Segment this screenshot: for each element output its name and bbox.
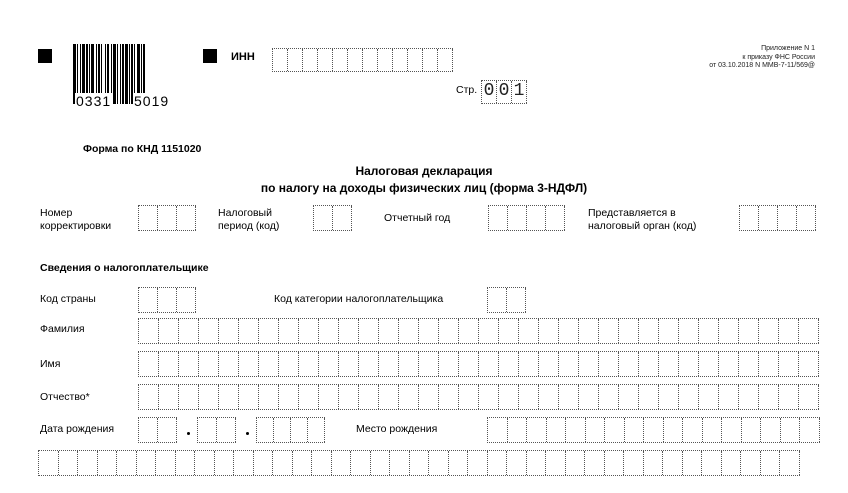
input-cell[interactable] [599,352,619,376]
input-cell[interactable] [799,385,819,409]
input-cell[interactable] [559,385,579,409]
input-cell[interactable] [761,451,781,475]
input-cell[interactable] [288,49,303,71]
input-cell[interactable] [312,451,332,475]
input-cell[interactable] [679,385,699,409]
tax-period-label: Налоговый период (код) [218,207,280,232]
birth-place-field[interactable] [487,417,820,443]
input-cell[interactable] [199,319,219,343]
input-cell[interactable] [489,206,508,230]
input-cell[interactable] [703,418,723,442]
input-cell[interactable] [527,206,546,230]
patronymic-label: Отчество* [40,391,90,403]
input-cell[interactable] [659,319,679,343]
tax-authority-label: Представляется в налоговый орган (код) [588,207,697,232]
input-cell[interactable] [39,451,59,475]
input-cell[interactable] [566,418,586,442]
report-year-field[interactable] [488,205,565,231]
input-cell[interactable] [741,451,761,475]
input-cell[interactable] [779,352,799,376]
input-cell[interactable] [198,418,217,442]
input-cell[interactable] [333,206,352,230]
input-cell[interactable] [279,319,299,343]
appendix-reference [709,45,815,71]
input-cell[interactable] [438,49,453,71]
input-cell[interactable] [259,352,279,376]
appendix-line: от 03.10.2018 N ММВ-7-11/569@ [709,62,815,69]
input-cell[interactable] [639,319,659,343]
input-cell[interactable] [399,385,419,409]
input-cell[interactable] [599,319,619,343]
input-cell[interactable] [348,49,363,71]
input-cell[interactable] [319,319,339,343]
input-cell[interactable] [379,385,399,409]
input-cell[interactable] [683,418,703,442]
input-cell[interactable] [139,206,158,230]
input-cell[interactable] [781,418,801,442]
input-cell[interactable] [254,451,274,475]
input-cell[interactable] [379,319,399,343]
input-cell[interactable] [459,319,479,343]
input-cell[interactable] [390,451,410,475]
input-cell[interactable] [291,418,308,442]
input-cell[interactable] [259,385,279,409]
input-cell[interactable] [176,451,196,475]
input-cell[interactable] [519,319,539,343]
input-cell[interactable] [234,451,254,475]
input-cell[interactable] [799,319,819,343]
input-cell[interactable] [546,451,566,475]
date-separator [187,432,190,435]
input-cell[interactable] [739,385,759,409]
input-cell[interactable] [179,319,199,343]
barcode-number-left: 0331 [76,93,112,109]
category-code-label: Код категории налогоплательщика [274,293,444,305]
input-cell[interactable] [559,319,579,343]
input-cell[interactable] [359,319,379,343]
input-cell[interactable] [339,385,359,409]
input-cell[interactable] [439,352,459,376]
input-cell[interactable] [314,206,333,230]
input-cell[interactable] [539,385,559,409]
input-cell[interactable] [259,319,279,343]
input-cell[interactable] [459,385,479,409]
birth-place-label: Место рождения [356,423,438,435]
tax-period-field[interactable] [313,205,352,231]
input-cell[interactable] [779,385,799,409]
input-cell[interactable] [479,352,499,376]
input-cell[interactable] [59,451,79,475]
input-cell[interactable] [759,319,779,343]
inn-field[interactable] [272,48,453,72]
input-cell[interactable] [507,288,526,312]
input-cell[interactable] [199,385,219,409]
input-cell[interactable] [399,352,419,376]
correction-number-label: Номер корректировки [40,207,112,232]
input-cell[interactable] [719,319,739,343]
taxpayer-section-title: Сведения о налогоплательщике [40,262,209,274]
input-cell[interactable] [508,206,527,230]
input-cell[interactable] [139,418,158,442]
name-field[interactable] [138,351,819,377]
input-cell[interactable] [719,352,739,376]
input-cell[interactable] [559,352,579,376]
input-cell[interactable] [488,418,508,442]
input-cell[interactable] [719,385,739,409]
input-cell[interactable] [179,352,199,376]
input-cell[interactable] [619,319,639,343]
input-cell[interactable] [780,451,800,475]
input-cell[interactable] [78,451,98,475]
input-cell[interactable] [739,352,759,376]
input-cell[interactable] [539,319,559,343]
input-cell[interactable] [158,288,177,312]
input-cell[interactable] [393,49,408,71]
input-cell[interactable] [158,418,177,442]
input-cell[interactable] [293,451,313,475]
input-cell[interactable] [507,451,527,475]
input-cell[interactable] [605,451,625,475]
input-cell[interactable] [508,418,528,442]
input-cell[interactable] [759,352,779,376]
input-cell[interactable] [419,352,439,376]
input-cell[interactable] [499,319,519,343]
page-digit: 0 [482,81,497,103]
input-cell[interactable] [722,451,742,475]
input-cell[interactable] [159,352,179,376]
input-cell[interactable] [759,206,778,230]
input-cell[interactable] [644,418,664,442]
form-title: Налоговая декларация [355,164,493,178]
input-cell[interactable] [318,49,333,71]
input-cell[interactable] [449,451,469,475]
input-cell[interactable] [199,352,219,376]
input-cell[interactable] [619,385,639,409]
input-cell[interactable] [546,206,565,230]
input-cell[interactable] [139,352,159,376]
input-cell[interactable] [378,49,393,71]
patronymic-field[interactable] [138,384,819,410]
input-cell[interactable] [488,288,507,312]
input-cell[interactable] [761,418,781,442]
input-cell[interactable] [299,352,319,376]
input-cell[interactable] [759,385,779,409]
input-cell[interactable] [299,319,319,343]
input-cell[interactable] [519,385,539,409]
input-cell[interactable] [779,319,799,343]
birth-year-field[interactable] [256,417,325,443]
input-cell[interactable] [177,206,196,230]
input-cell[interactable] [439,319,459,343]
input-cell[interactable] [219,352,239,376]
input-cell[interactable] [399,319,419,343]
form-subtitle: по налогу на доходы физических лиц (форма 3-НДФЛ) [260,181,588,195]
input-cell[interactable] [527,451,547,475]
input-cell[interactable] [219,385,239,409]
input-cell[interactable] [139,288,158,312]
input-cell[interactable] [339,352,359,376]
input-cell[interactable] [639,352,659,376]
input-cell[interactable] [739,319,759,343]
input-cell[interactable] [379,352,399,376]
input-cell[interactable] [663,451,683,475]
input-cell[interactable] [799,352,819,376]
report-year-label: Отчетный год [384,212,451,224]
input-cell[interactable] [363,49,378,71]
input-cell[interactable] [605,418,625,442]
input-cell[interactable] [239,319,259,343]
input-cell[interactable] [139,385,159,409]
input-cell[interactable] [279,385,299,409]
input-cell[interactable] [659,352,679,376]
input-cell[interactable] [468,451,488,475]
correction-number-field[interactable] [138,205,196,231]
birth-day-field[interactable] [138,417,177,443]
appendix-line: к приказу ФНС России [742,53,815,61]
date-separator [246,432,249,435]
input-cell[interactable] [319,385,339,409]
input-cell[interactable] [319,352,339,376]
input-cell[interactable] [423,49,438,71]
input-cell[interactable] [274,418,291,442]
input-cell[interactable] [371,451,391,475]
input-cell[interactable] [639,385,659,409]
input-cell[interactable] [419,385,439,409]
tax-authority-field[interactable] [739,205,816,231]
input-cell[interactable] [742,418,762,442]
page-number-field[interactable] [481,80,527,104]
input-cell[interactable] [359,385,379,409]
input-cell[interactable] [239,352,259,376]
input-cell[interactable] [479,385,499,409]
input-cell[interactable] [740,206,759,230]
input-cell[interactable] [179,385,199,409]
input-cell[interactable] [644,451,664,475]
input-cell[interactable] [699,319,719,343]
input-cell[interactable] [579,385,599,409]
input-cell[interactable] [699,385,719,409]
input-cell[interactable] [333,49,348,71]
birth-date-label: Дата рождения [40,423,115,435]
input-cell[interactable] [624,451,644,475]
input-cell[interactable] [659,385,679,409]
input-cell[interactable] [351,451,371,475]
page-digit: 0 [497,81,512,103]
input-cell[interactable] [217,418,236,442]
input-cell[interactable] [219,319,239,343]
surname-field[interactable] [138,318,819,344]
input-cell[interactable] [429,451,449,475]
input-cell[interactable] [332,451,352,475]
input-cell[interactable] [303,49,318,71]
input-cell[interactable] [479,319,499,343]
input-cell[interactable] [778,206,797,230]
input-cell[interactable] [257,418,274,442]
input-cell[interactable] [156,451,176,475]
barcode [71,44,189,110]
country-code-label: Код страны [40,293,96,305]
input-cell[interactable] [137,451,157,475]
input-cell[interactable] [499,352,519,376]
input-cell[interactable] [547,418,567,442]
input-cell[interactable] [117,451,137,475]
input-cell[interactable] [527,418,547,442]
input-cell[interactable] [619,352,639,376]
input-cell[interactable] [439,385,459,409]
input-cell[interactable] [797,206,816,230]
input-cell[interactable] [299,385,319,409]
input-cell[interactable] [273,451,293,475]
input-cell[interactable] [195,451,215,475]
input-cell[interactable] [98,451,118,475]
input-cell[interactable] [139,319,159,343]
input-cell[interactable] [273,49,288,71]
corner-marker-left [38,49,52,63]
input-cell[interactable] [579,319,599,343]
birth-place-field-continued[interactable] [38,450,800,476]
input-cell[interactable] [499,385,519,409]
input-cell[interactable] [339,319,359,343]
input-cell[interactable] [408,49,423,71]
input-cell[interactable] [579,352,599,376]
input-cell[interactable] [679,319,699,343]
input-cell[interactable] [519,352,539,376]
input-cell[interactable] [625,418,645,442]
corner-marker-right [203,49,217,63]
country-code-field[interactable] [138,287,196,313]
input-cell[interactable] [459,352,479,376]
input-cell[interactable] [159,319,179,343]
input-cell[interactable] [599,385,619,409]
input-cell[interactable] [664,418,684,442]
inn-label: ИНН [231,51,255,63]
page-digit: 1 [512,81,527,103]
form-knd: Форма по КНД 1151020 [83,143,202,155]
input-cell[interactable] [722,418,742,442]
input-cell[interactable] [585,451,605,475]
input-cell[interactable] [679,352,699,376]
input-cell[interactable] [566,451,586,475]
input-cell[interactable] [308,418,325,442]
input-cell[interactable] [683,451,703,475]
input-cell[interactable] [177,288,196,312]
name-label: Имя [40,358,61,370]
category-code-field[interactable] [487,287,526,313]
input-cell[interactable] [586,418,606,442]
input-cell[interactable] [359,352,379,376]
surname-label: Фамилия [40,323,85,335]
input-cell[interactable] [699,352,719,376]
appendix-line: Приложение N 1 [761,45,815,52]
input-cell[interactable] [800,418,820,442]
input-cell[interactable] [158,206,177,230]
input-cell[interactable] [410,451,430,475]
barcode-number-right: 5019 [134,93,170,109]
input-cell[interactable] [419,319,439,343]
input-cell[interactable] [702,451,722,475]
page-label: Стр. [456,84,478,96]
input-cell[interactable] [279,352,299,376]
input-cell[interactable] [239,385,259,409]
birth-month-field[interactable] [197,417,236,443]
input-cell[interactable] [215,451,235,475]
input-cell[interactable] [539,352,559,376]
input-cell[interactable] [159,385,179,409]
input-cell[interactable] [488,451,508,475]
